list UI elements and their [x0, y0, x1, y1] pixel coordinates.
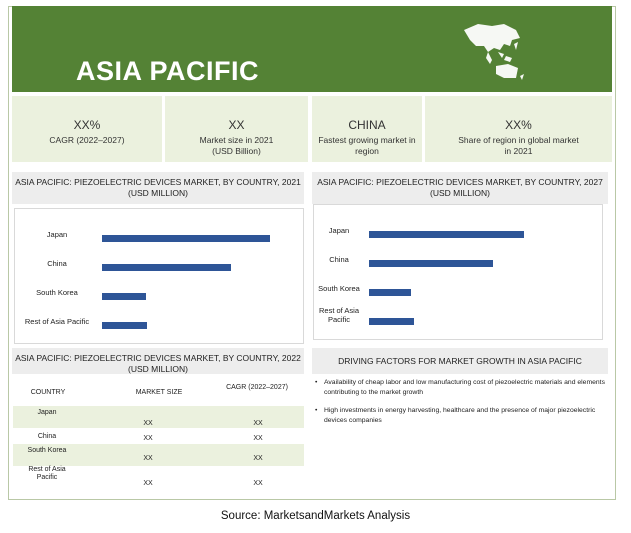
kpi-market-size	[165, 96, 308, 162]
table-cell-cagr: XX	[253, 455, 263, 462]
asia-map-icon	[458, 20, 528, 82]
bar	[102, 293, 146, 300]
kpi-share-label: Share of region in global market in 2021	[458, 135, 579, 156]
bar	[102, 264, 231, 271]
bar	[102, 235, 270, 242]
table-row	[13, 406, 304, 428]
table-cell-country: China	[37, 433, 57, 440]
category-label: South Korea	[36, 288, 78, 297]
table-row	[13, 464, 304, 494]
drivers-list	[312, 378, 608, 434]
bullet-icon: •	[315, 407, 318, 414]
kpi-fastest-growing	[312, 96, 422, 162]
kpi-cagr	[12, 96, 162, 162]
table-header-cagr: CAGR (2022–2027)	[226, 384, 288, 391]
bullet-icon: •	[315, 379, 318, 386]
table-cell-market-size: XX	[143, 480, 153, 487]
table-cell-country: Rest of Asia Pacific	[28, 466, 66, 481]
bar	[369, 318, 414, 325]
table-cell-market-size: XX	[143, 435, 153, 442]
table-cell-market-size: XX	[143, 455, 153, 462]
kpi-cagr-value: XX%	[73, 118, 101, 132]
page-title: ASIA PACIFIC	[76, 56, 260, 86]
kpi-share	[425, 96, 612, 162]
table-cell-cagr: XX	[253, 480, 263, 487]
kpi-fastest-growing-label: Fastest growing market in region	[318, 135, 416, 156]
table-cell-cagr: XX	[253, 420, 263, 427]
chart-2021-title: ASIA PACIFIC: PIEZOELECTRIC DEVICES MARKET, BY COUNTRY, 2021 (USD MILLION)	[12, 172, 304, 204]
category-label: Japan	[328, 226, 350, 235]
table-row	[13, 444, 304, 466]
bar	[102, 322, 147, 329]
table-cell-country: Japan	[37, 409, 57, 416]
driver-text: High investments in energy harvesting, healthcare and the presence of major piezoelectric devices companies	[324, 407, 596, 424]
category-label: China	[47, 259, 67, 268]
kpi-share-value: XX%	[505, 118, 532, 132]
table-cell-market-size: XX	[143, 420, 153, 427]
source-note: Source: MarketsandMarkets Analysis	[220, 510, 411, 522]
table-cell-cagr: XX	[253, 435, 263, 442]
category-label: Rest of Asia Pacific	[24, 317, 90, 326]
category-label: China	[329, 255, 349, 264]
bar	[369, 260, 493, 267]
category-label: Rest of Asia Pacific	[318, 306, 360, 324]
table-title: ASIA PACIFIC: PIEZOELECTRIC DEVICES MARKET, BY COUNTRY, 2022 (USD MILLION)	[12, 348, 304, 374]
kpi-cagr-label: CAGR (2022–2027)	[49, 135, 125, 145]
kpi-market-size-value: XX	[228, 118, 245, 132]
table-header-market-size: MARKET SIZE	[135, 389, 183, 396]
category-label: Japan	[46, 230, 68, 239]
kpi-market-size-label: Market size in 2021 (USD Billion)	[199, 135, 274, 156]
table-header-country: COUNTRY	[30, 389, 66, 396]
driver-text: Availability of cheap labor and low manufacturing cost of piezoelectric materials and elements contributing to the market growth	[324, 379, 605, 396]
drivers-title: DRIVING FACTORS FOR MARKET GROWTH IN ASIA PACIFIC	[312, 348, 608, 374]
table-cell-country: South Korea	[27, 447, 67, 454]
kpi-fastest-growing-value: CHINA	[348, 118, 386, 132]
chart-2027-title: ASIA PACIFIC: PIEZOELECTRIC DEVICES MARKET, BY COUNTRY, 2027 (USD MILLION)	[312, 172, 608, 204]
list-item	[312, 406, 608, 426]
list-item	[312, 378, 608, 398]
category-label: South Korea	[318, 284, 360, 293]
bar	[369, 289, 411, 296]
bar	[369, 231, 524, 238]
